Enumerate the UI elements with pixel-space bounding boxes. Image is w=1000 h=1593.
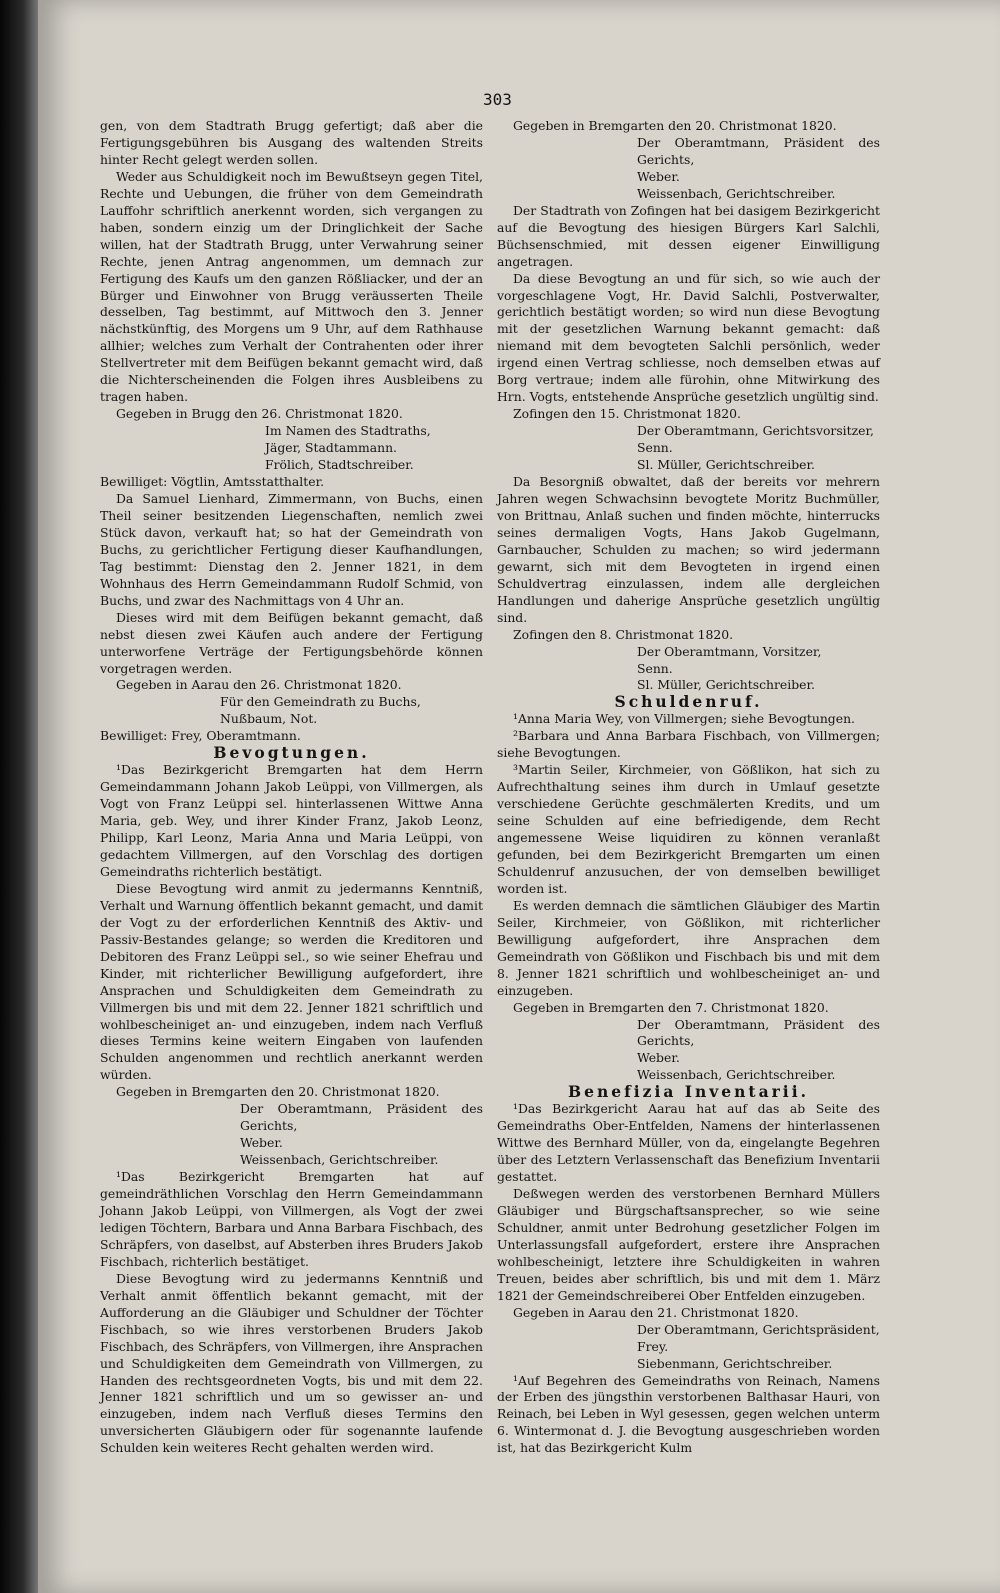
paragraph: Bewilliget: Frey, Oberamtmann. bbox=[100, 728, 301, 744]
signature-line: Für den Gemeindrath zu Buchs, bbox=[220, 694, 421, 710]
paragraph: Dieses wird mit dem Beifügen bekannt gemacht, daß nebst diesen zwei Käufen auch andere der Fertigung unterworfene Verträge der Fertigungsbehörde können vorgetragen werden. bbox=[100, 609, 483, 676]
signature-line: Der Oberamtmann, Vorsitzer, bbox=[637, 643, 822, 659]
paragraph: Es werden demnach die sämtlichen Gläubiger des Martin Seiler, Kirchmeier, von Gößlikon, mit richterlicher Bewilligung aufgefordert, ihre Ansprachen dem Gemeindrath von Gößlikon und Fischbach bis und mit dem 8. Jenner 1821 schriftlich und wohlbescheiniget an- und einzugeben. bbox=[497, 897, 880, 998]
signature-line: Siebenmann, Gerichtschreiber. bbox=[637, 1355, 833, 1371]
paragraph: ¹Auf Begehren des Gemeindraths von Reinach, Namens der Erben des jüngsthin verstorbenen Balthasar Hauri, von Reinach, bei Leben in Wyl gesessen, gegen welchen unterm 6. Wintermonat d. J. die Bevogtung ausgeschrieben worden ist, hat das Bezirkgericht Kulm bbox=[497, 1372, 880, 1456]
paragraph: Gegeben in Bremgarten den 20. Christmonat 1820. bbox=[513, 118, 837, 133]
signature-line: Der Oberamtmann, Gerichtspräsident, bbox=[637, 1321, 880, 1337]
signature-line: Frey. bbox=[637, 1338, 669, 1354]
paragraph: Da Samuel Lienhard, Zimmermann, von Buchs, einen Theil seiner besitzenden Liegenschaften, nemlich zwei Stück davon, verkauft hat; so hat der Gemeindrath von Buchs, zu gerichtlicher Fertigung dieser Kaufhandlungen, Tag bestimmt: Dienstag den 2. Jenner 1821, in dem Wohnhaus des Herrn Gemeindammann Rudolf Schmid, von Buchs, und zwar des Nachmittags von 4 Uhr an. bbox=[100, 490, 483, 608]
paragraph: Gegeben in Bremgarten den 20. Christmonat 1820. bbox=[116, 1084, 440, 1100]
signature-line: Weber. bbox=[637, 1050, 680, 1066]
paragraph: Da Besorgniß obwaltet, daß der bereits vor mehrern Jahren wegen Schwachsinn bevogtete Moritz Buchmüller, von Brittnau, Anlaß suchen und finden möchte, hinterrucks seines dermaligen Vogts, Hans Jakob Gugelmann, Garnbaucher, Schulden zu machen; so wird jedermann gewarnt, sich mit dem Bevogteten in irgend einen Schuldvertrag einzulassen, indem alle dergleichen Handlungen und daherige Ansprüche gesetzlich ungültig sind. bbox=[497, 474, 880, 625]
signature-line: Der Oberamtmann, Gerichtsvorsitzer, bbox=[637, 423, 874, 439]
signature-line: Im Namen des Stadtraths, bbox=[265, 423, 431, 439]
paragraph: Der Stadtrath von Zofingen hat bei dasigem Bezirkgericht auf die Bevogtung des hiesigen Bürgers Karl Salchli, Büchsenschmied, mit dessen eigener Einwilligung angetragen. bbox=[497, 202, 880, 269]
paragraph: ¹Das Bezirkgericht Aarau hat auf das ab Seite des Gemeindraths Ober-Entfelden, Namens der hinterlassenen Wittwe des Bernhard Müller, von da, eingelangte Begehren über des Letztern Verlassenschaft das Benefizium Inventarii gestattet. bbox=[497, 1101, 880, 1185]
signature-line: Weber. bbox=[637, 168, 680, 184]
paragraph: Gegeben in Bremgarten den 7. Christmonat 1820. bbox=[513, 999, 829, 1015]
right-column bbox=[497, 118, 880, 1457]
paragraph: Da diese Bevogtung an und für sich, so wie auch der vorgeschlagene Vogt, Hr. David Salchli, Postverwalter, gerichtlich bestätigt worden; so wird nun diese Bevogtung mit der gesetzlichen Warnung bekannt gemacht: daß niemand mit dem bevogteten Salchli persönlich, weder irgend einen Vertrag schliesse, noch demselben etwas auf Borg vertraue; indem alle fürohin, ohne Mitwirkung des Hrn. Vogts, entstehende Ansprüche gesetzlich ungültig sind. bbox=[497, 270, 880, 405]
signature-line: Der Oberamtmann, Präsident des Gerichts, bbox=[637, 134, 880, 167]
paragraph: ²Barbara und Anna Barbara Fischbach, von Villmergen; siehe Bevogtungen. bbox=[497, 728, 880, 761]
signature-line: Sl. Müller, Gerichtschreiber. bbox=[637, 457, 815, 473]
signature-line: Weissenbach, Gerichtschreiber. bbox=[240, 1152, 439, 1168]
signature-line: Nußbaum, Not. bbox=[220, 711, 318, 727]
paragraph: Diese Bevogtung wird anmit zu jedermanns Kenntniß, Verhalt und Warnung öffentlich bekannt gemacht, und damit der Vogt zu der erforderlichen Kenntniß des Aktiv- und Passiv-Bestandes gelange; so werden die Kreditoren und Debitoren des Franz Leüppi sel., so wie seiner Ehefrau und Kinder, mit richterlicher Bewilligung aufgefordert, ihre Ansprachen und Schuldigkeiten dem Gemeindrath zu Villmergen bis und mit dem 22. Jenner 1821 schriftlich und wohlbescheiniget an- und einzugeben, indem nach Verfluß dieses Termins keine weitern Eingaben von laufenden Schulden angenommen und rechtlich anerkannt werden würden. bbox=[100, 880, 483, 1083]
signature-line: Weissenbach, Gerichtschreiber. bbox=[637, 185, 836, 201]
paragraph: Bewilliget: Vögtlin, Amtsstatthalter. bbox=[100, 474, 325, 490]
paragraph: Zofingen den 8. Christmonat 1820. bbox=[513, 626, 734, 642]
page-number: 303 bbox=[483, 90, 512, 109]
paragraph: Weder aus Schuldigkeit noch im Bewußtseyn gegen Titel, Rechte und Uebungen, die früher von dem Gemeindrath Lauffohr schriftlich anerkennt worden, sich vergangen zu haben, sondern einzig um der Dringlichkeit der Sache willen, hat der Stadtrath Brugg, unter Verwahrung seiner Rechte, jenen Antrag angenommen, um demnach zur Fertigung des Kaufs um den ganzen Rößliacker, und der an Bürger und Einwohner von Brugg veräusserten Theile desselben, Tag bestimmt, auf Mittwoch den 3. Jenner nächstkünftig, des Morgens um 9 Uhr, auf dem Rathhause allhier; welches zum Verhalt der Contrahenten oder ihrer Stellvertreter mit dem Beifügen bekannt gemacht wird, daß die Nichterscheinenden die Folgen ihres Ausbleibens zu tragen haben. bbox=[100, 168, 483, 405]
signature-line: Weber. bbox=[240, 1135, 283, 1151]
signature-line: Frölich, Stadtschreiber. bbox=[265, 457, 414, 473]
section-heading: Benefizia Inventarii. bbox=[568, 1082, 809, 1102]
book-binding-edge bbox=[0, 0, 38, 1593]
paragraph: Deßwegen werden des verstorbenen Bernhard Müllers Gläubiger und Bürgschaftsansprecher, so wie seine Schuldner, anmit unter Bedrohung gesetzlicher Folgen im Unterlassungsfall aufgefordert, erstere ihre Ansprachen wohlbescheinigt, letztere ihre Schuldigkeiten in wahren Treuen, beides aber schriftlich, bis und mit dem 1. März 1821 der Gemeindschreiberei Ober Entfelden einzugeben. bbox=[497, 1186, 880, 1303]
paragraph: Gegeben in Brugg den 26. Christmonat 1820. bbox=[116, 406, 403, 422]
paragraph: ³Martin Seiler, Kirchmeier, von Gößlikon, hat sich zu Aufrechthaltung seines ihm durch in Umlauf gesetzte verschiedene Gerüchte geschmälerten Kredits, und um seine Schulden auf eine befriedigende, dem Recht angemessene Weise liquidiren zu können veranlaßt gefunden, bei dem Bezirkgericht Bremgarten um einen Schuldenruf anzusuchen, der von demselben bewilliget worden ist. bbox=[497, 762, 880, 896]
paragraph: Diese Bevogtung wird zu jedermanns Kenntniß und Verhalt anmit öffentlich bekannt gemacht, mit der Aufforderung an die Gläubiger und Schuldner der Töchter Fischbach, so wie ihres verstorbenen Bruders Jakob Fischbach, des Schräpfers, von Villmergen, ihre Ansprachen und Schuldigkeiten dem Gemeindrath von Villmergen, zu Handen des rechtsgeordneten Vogts, bis und mit dem 22. Jenner 1821 schriftlich und um so gewisser an- und einzugeben, indem nach Verfluß dieses Termins den unversicherten Gläubigern oder für sogenannte laufende Schulden kein weiteres Recht gehalten werden wird. bbox=[100, 1270, 483, 1456]
paragraph: ¹Anna Maria Wey, von Villmergen; siehe Bevogtungen. bbox=[513, 711, 855, 727]
signature-line: Senn. bbox=[637, 660, 673, 676]
left-column bbox=[100, 118, 483, 1457]
paragraph: ¹Das Bezirkgericht Bremgarten hat dem Herrn Gemeindammann Johann Jakob Leüppi, von Villmergen, als Vogt von Franz Leüppi sel. hinterlassenen Wittwe Anna Maria, geb. Wey, und ihrer Kinder Franz, Jakob Leonz, Philipp, Karl Leonz, Maria Anna und Maria Leüppi, von gedachtem Villmergen, auf den Vorschlag des dortigen Gemeindraths richterlich bestätigt. bbox=[100, 762, 483, 879]
signature-line: Der Oberamtmann, Präsident des Gerichts, bbox=[240, 1101, 483, 1134]
signature-line: Senn. bbox=[637, 440, 673, 456]
signature-line: Sl. Müller, Gerichtschreiber. bbox=[637, 677, 815, 693]
section-heading: Bevogtungen. bbox=[213, 743, 370, 763]
paragraph: ¹Das Bezirkgericht Bremgarten hat auf gemeindräthlichen Vorschlag den Herrn Gemeindammann Johann Jakob Leüppi, von Villmergen, als Vogt der zwei ledigen Töchtern, Barbara und Anna Barbara Fischbach, des Schräpfers, von daselbst, auf Absterben ihres Bruders Jakob Fischbach, richterlich bestätiget. bbox=[100, 1169, 483, 1269]
paragraph: Zofingen den 15. Christmonat 1820. bbox=[513, 406, 741, 422]
signature-line: Der Oberamtmann, Präsident des Gerichts, bbox=[637, 1016, 880, 1049]
signature-line: Jäger, Stadtammann. bbox=[265, 440, 397, 456]
paragraph: Gegeben in Aarau den 21. Christmonat 1820. bbox=[513, 1304, 799, 1320]
section-heading: Schuldenruf. bbox=[614, 692, 763, 712]
paragraph: gen, von dem Stadtrath Brugg gefertigt; daß aber die Fertigungsgebühren bis Ausgang des waltenden Streits hinter Recht gelegt werden sollen. bbox=[100, 118, 483, 167]
signature-line: Weissenbach, Gerichtschreiber. bbox=[637, 1067, 836, 1083]
paragraph: Gegeben in Aarau den 26. Christmonat 1820. bbox=[116, 677, 402, 693]
